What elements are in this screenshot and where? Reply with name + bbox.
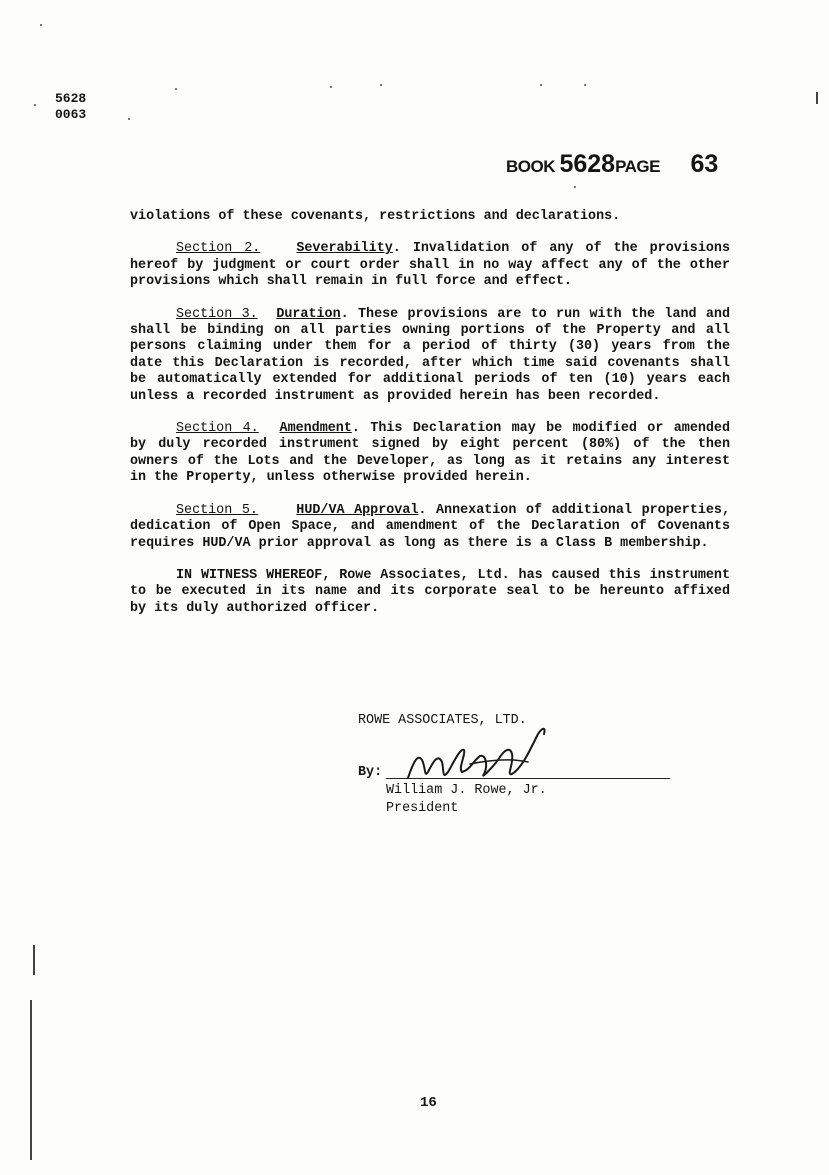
section-title: Duration xyxy=(276,306,341,322)
book-label: BOOK xyxy=(506,157,555,176)
scan-speck xyxy=(128,118,130,120)
scan-speck xyxy=(40,24,42,26)
scan-speck xyxy=(380,84,382,86)
section-text: . Annexation of additional properties, dedication of Open Space, and amendment of the Declaration of Covenants requires HUD/VA prior approval as long as there is a Class B membership. xyxy=(130,502,730,551)
book-number: 5628 xyxy=(559,150,616,178)
by-label: By: xyxy=(358,765,383,780)
scan-speck xyxy=(34,104,36,106)
signer-name: William J. Rowe, Jr. xyxy=(386,783,547,798)
section-title: Amendment xyxy=(279,421,352,437)
footer-page-number: 16 xyxy=(420,1095,437,1111)
scan-speck xyxy=(540,84,542,86)
section-text: . This Declaration may be modified or amended by duly recorded instrument signed by eight percent (80%) of the then owners of the Lots and the Developer, as long as it retains any interest in the Property, unless otherwise provided herein. xyxy=(130,421,731,486)
scan-artifact xyxy=(33,945,35,975)
page-label: PAGE xyxy=(615,157,660,176)
reference-page: 0063 xyxy=(55,107,87,122)
stamp-page-number: 63 xyxy=(690,150,719,178)
section-text: . These provisions are to run with the land and shall be binding on all parties owning portions of the Property and all persons claiming under them for a period of thirty (30) years from the date this Declaration is recorded, after which time said covenants shall be automatically extended for additional periods of ten (10) years each unless a recorded instrument as provided herein has been recorded. xyxy=(130,306,730,404)
section-label: Section 3. xyxy=(176,306,258,322)
lead-paragraph: violations of these covenants, restrictions and declarations. xyxy=(130,209,621,224)
signer-block xyxy=(386,782,547,818)
section-title: Severability xyxy=(296,241,393,257)
document-body xyxy=(130,209,730,633)
section-label: Section 2. xyxy=(176,241,261,257)
section-label: Section 4. xyxy=(176,421,259,437)
section-title: HUD/VA Approval xyxy=(296,502,419,518)
section-label: Section 5. xyxy=(176,502,258,518)
section-2-paragraph xyxy=(130,241,730,290)
section-5-paragraph xyxy=(130,503,730,552)
scan-speck xyxy=(175,88,177,90)
signer-title: President xyxy=(386,801,459,816)
company-name: ROWE ASSOCIATES, LTD. xyxy=(358,713,527,728)
scan-artifact xyxy=(30,1000,32,1160)
section-3-paragraph xyxy=(130,307,730,405)
scan-speck xyxy=(584,84,586,86)
scan-artifact xyxy=(816,92,818,104)
section-text: . Invalidation of any of the provisions hereof by judgment or court order shall in no way affect any of the other provisions which shall remain in full force and effect. xyxy=(130,241,730,290)
reference-book: 5628 xyxy=(55,91,87,106)
section-4-paragraph xyxy=(130,421,730,487)
witness-paragraph: IN WITNESS WHEREOF, Rowe Associates, Ltd. has caused this instrument to be executed in its name and its corporate seal to be hereunto affixed by its duly authorized officer. xyxy=(130,567,730,616)
book-page-stamp xyxy=(506,150,718,179)
scan-speck xyxy=(574,186,576,188)
document-reference xyxy=(55,91,86,123)
scan-speck xyxy=(330,86,332,88)
